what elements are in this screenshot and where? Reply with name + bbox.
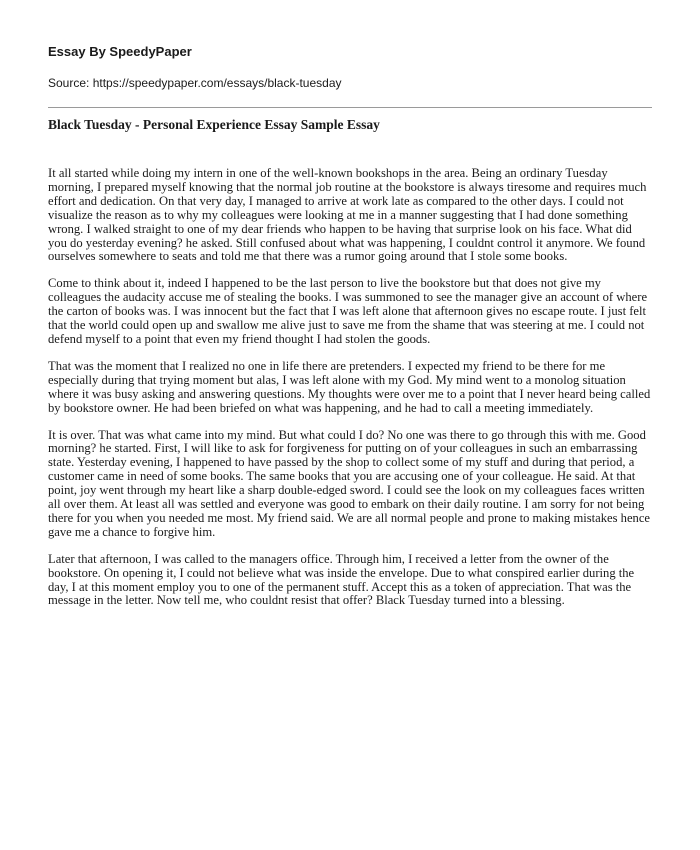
header-divider xyxy=(48,107,652,108)
source-line xyxy=(48,76,652,91)
essay-paragraph: That was the moment that I realized no one in life there are pretenders. I expected my friend to be there for me especially during that trying moment but alas, I was left alone with my God. My mind went to a monolog situation where it was busy asking and answering questions. My thoughts were over me to a point that I never heard being called by bookstore owner. He had been briefed on what was happening, and he had to call a meeting immediately. xyxy=(48,358,651,415)
site-title: Essay By SpeedyPaper xyxy=(48,44,192,59)
source-label: Source: xyxy=(48,76,93,90)
essay-title: Black Tuesday - Personal Experience Essay Sample Essay xyxy=(48,117,380,132)
essay-paragraph: It all started while doing my intern in one of the well-known bookshops in the area. Being an ordinary Tuesday morning, I prepared myself knowing that the normal job routine at the bookstore is always tiresome and requires much effort and dedication. On that very day, I managed to arrive at work late as compared to the other days. I could not visualize the reason as to why my colleagues were looking at me in a manner suggesting that I had done something wrong. I walked straight to one of my dear friends who happen to be having that surprise look on his face. What did you do yesterday evening? he asked. Still confused about what was happening, I couldnt control it anymore. We found ourselves somewhere to seats and told me that there was a rumor going around that I stole some books. xyxy=(48,166,647,264)
essay-body xyxy=(48,167,652,608)
essay-paragraph: It is over. That was what came into my mind. But what could I do? No one was there to go through this with me. Good morning? he started. First, I will like to ask for forgiveness for putting on of your colleagues in such an embarrassing state. Yesterday evening, I happened to have passed by the shop to collect some of my stuff and during that period, a customer came in need of some books. The same books that you are accusing one of your colleague. He said. At that point, joy went through my heart like a sharp double-edged sword. I could see the look on my colleagues faces written all over them. At least all was settled and everyone was good to embark on their daily routine. I am sorry for not being there for you when you needed me most. My friend said. We are all normal people and prone to making mistakes hence gave me a chance to forgive him. xyxy=(48,427,651,539)
source-url: https://speedypaper.com/essays/black-tuesday xyxy=(92,76,342,90)
essay-paragraph: Later that afternoon, I was called to the managers office. Through him, I received a letter from the owner of the bookstore. On opening it, I could not believe what was inside the envelope. Due to what conspired earlier during the day, I at this moment employ you to one of the permanent stuff. Accept this as a token of appreciation. That was the message in the letter. Now tell me, who couldnt resist that offer? Black Tuesday turned into a blessing. xyxy=(48,551,635,608)
essay-paragraph: Come to think about it, indeed I happened to be the last person to live the bookstore but that does not give my colleagues the audacity accuse me of stealing the books. I was summoned to see the manager give an account of where the carton of books was. I was innocent but the fact that I was left alone that afternoon gives no escape route. I just felt that the world could open up and swallow me alive just to save me from the shame that was steering at me. I could not defend myself to a point that even my friend thought I had stolen the goods. xyxy=(48,276,648,346)
